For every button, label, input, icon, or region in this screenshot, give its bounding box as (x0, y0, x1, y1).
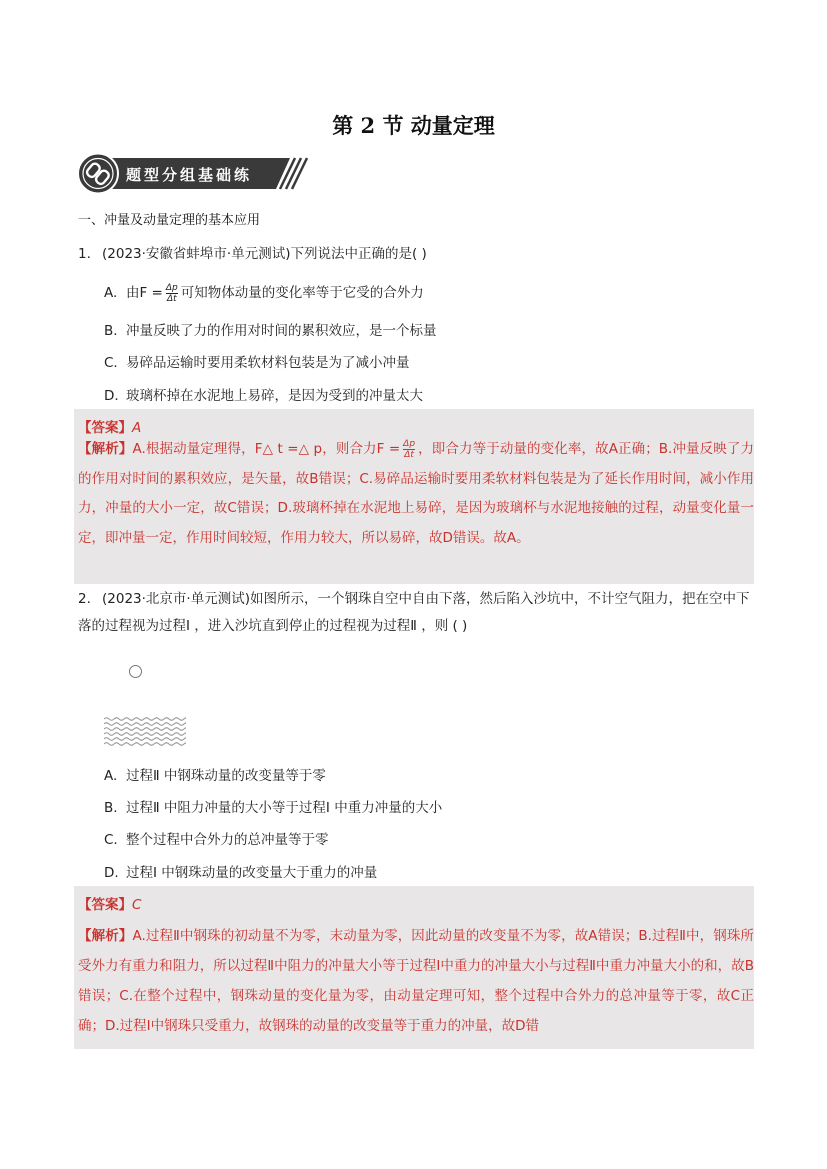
option-letter: D. (104, 388, 119, 404)
option-letter: B. (104, 323, 118, 339)
question-2-stem (78, 586, 754, 640)
q2-analysis: 【解析】A.过程Ⅱ中钢珠的初动量不为零，末动量为零，因此动量的改变量不为零，故A错误；B.过程Ⅱ中，钢珠所受外力有重力和阻力，所以过程Ⅱ中阻力的冲量大小等于过程Ⅰ中重力的冲量大小与过程Ⅱ中重力冲量大小的和，故B错误；C.在整个过程中，钢珠动量的变化量为零，由动量定理可知，整个过程中合外力的总冲量等于零，故C正确；D.过程Ⅰ中钢珠只受重力，故钢珠的动量的改变量等于重力的冲量，故D错 (78, 928, 754, 1034)
q2-option-c[interactable]: C. 整个过程中合外力的总冲量等于零 (104, 832, 329, 848)
q1-analysis: 【解析】A.根据动量定理得，F△ t =△ p，则合力F = $\frac{\Delta p}{\Delta t}$ ，即合力等于动量的变化率，故A正确；B.冲量反映了力的作用对时间的累积效应，是矢量，故B错误；C.易碎品运输时要用柔软材料包装是为了延长作用时间，减小作用力，冲量的大小一定，故C错误；D.玻璃杯掉在水泥地上易碎，是因为玻璃杯与水泥地接触的过程，动量变化量一定，即冲量一定，作用时间较短，作用力较大，所以易碎，故D错误。故A。 (78, 438, 755, 546)
question-text: (2023·北京市·单元测试)如图所示，一个钢珠自空中自由下落，然后陷入沙坑中，不计空气阻力，把在空中下落的过程视为过程Ⅰ ，进入沙坑直到停止的过程视为过程Ⅱ ，则 ( ) (78, 591, 750, 634)
q1-option-b[interactable]: B. 冲量反映了力的作用对时间的累积效应，是一个标量 (104, 323, 437, 339)
q2-option-b[interactable]: B. 过程Ⅱ 中阻力冲量的大小等于过程Ⅰ 中重力冲量的大小 (104, 800, 443, 816)
option-letter: C. (104, 355, 118, 371)
section-banner (76, 151, 308, 196)
section-heading: 一、冲量及动量定理的基本应用 (78, 213, 261, 228)
q1-answer: 【答案】A (78, 420, 142, 436)
steel-ball-diagram (129, 665, 142, 678)
q1-option-a[interactable]: A. 由F = $\frac{\Delta p}{\Delta t}$ 可知物体动量的变化率等于它受的合外力 (104, 282, 424, 304)
q1-option-d[interactable]: D. 玻璃杯掉在水泥地上易碎，是因为受到的冲量太大 (104, 388, 423, 404)
q2-option-a[interactable]: A. 过程Ⅱ 中钢珠动量的改变量等于零 (104, 768, 326, 784)
question-1-stem (78, 241, 754, 268)
q1-option-c[interactable]: C. 易碎品运输时要用柔软材料包装是为了减小冲量 (104, 355, 410, 371)
q2-answer: 【答案】C (78, 897, 142, 913)
option-letter: D. (104, 865, 119, 881)
option-letter: C. (104, 832, 118, 848)
fraction: $\frac{\Delta p}{\Delta t}$ (165, 282, 178, 304)
option-letter: A. (104, 285, 118, 301)
sand-pit-diagram (104, 716, 186, 746)
option-letter: A. (104, 768, 118, 784)
question-text: (2023·安徽省蚌埠市·单元测试)下列说法中正确的是( ) (102, 246, 427, 262)
fraction: $\frac{\Delta p}{\Delta t}$ (403, 438, 416, 460)
question-number: 2. (78, 591, 91, 607)
banner-label: 题型分组基础练 (126, 166, 253, 184)
page-title: 第 2 节 动量定理 (332, 113, 495, 138)
q2-option-d[interactable]: D. 过程Ⅰ 中钢珠动量的改变量大于重力的冲量 (104, 865, 378, 881)
option-letter: B. (104, 800, 118, 816)
chain-link-icon (78, 154, 118, 194)
question-number: 1. (78, 246, 91, 262)
